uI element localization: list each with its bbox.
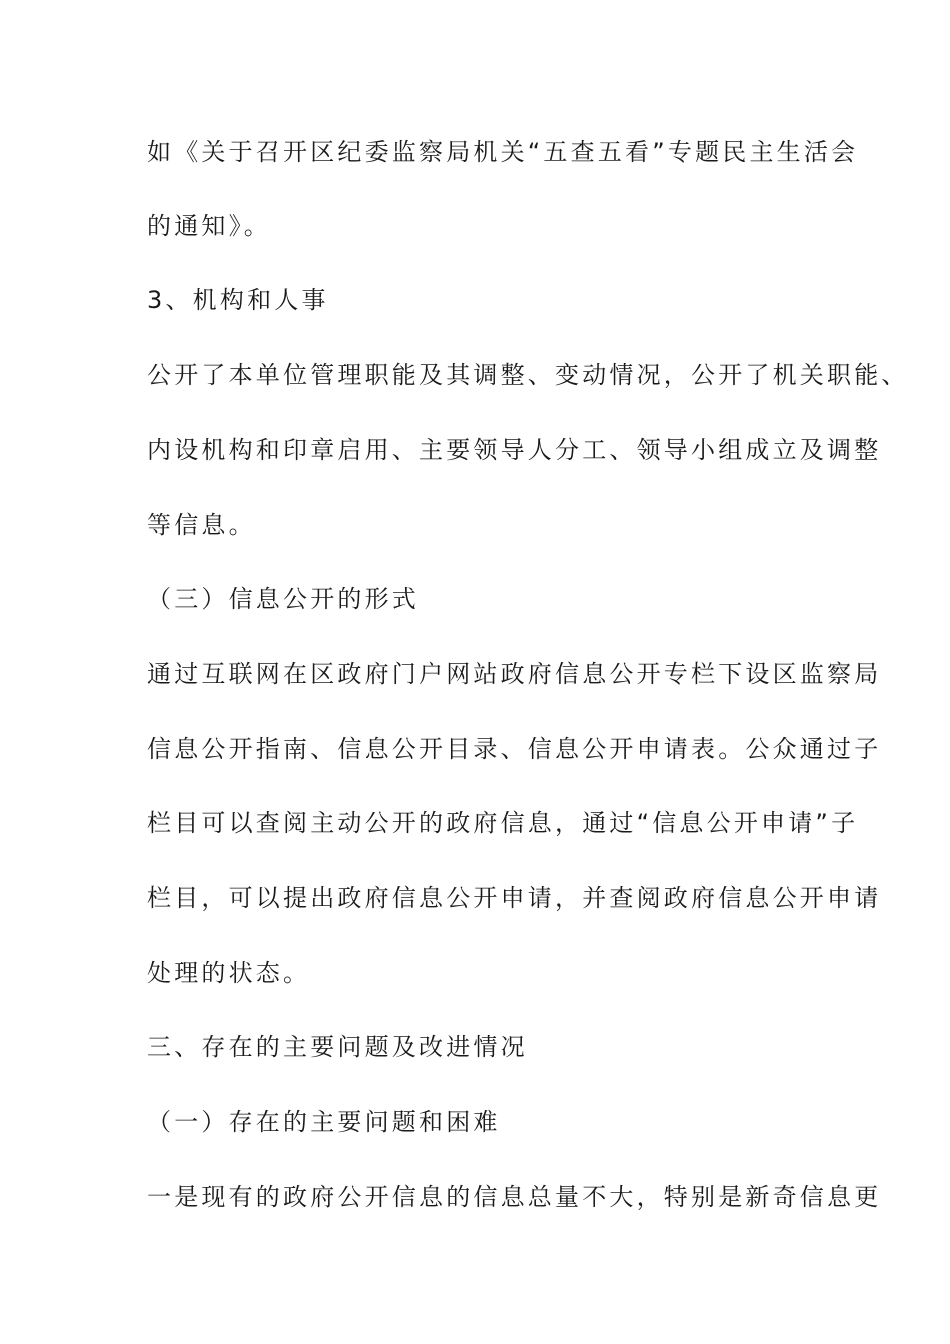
text-line: 公开了本单位管理职能及其调整、变动情况，公开了机关职能、 bbox=[147, 361, 909, 389]
text-line: 等信息。 bbox=[147, 511, 256, 539]
text-line: 栏目可以查阅主动公开的政府信息，通过“信息公开申请”子 bbox=[147, 809, 859, 837]
text-line: 一是现有的政府公开信息的信息总量不大，特别是新奇信息更 bbox=[147, 1183, 882, 1211]
section-heading: （三）信息公开的形式 bbox=[147, 585, 419, 613]
text-line: 内设机构和印章启用、主要领导人分工、领导小组成立及调整 bbox=[147, 436, 882, 464]
text-line: 如《关于召开区纪委监察局机关“五查五看”专题民主生活会 bbox=[147, 138, 859, 166]
section-heading: 三、存在的主要问题及改进情况 bbox=[147, 1033, 528, 1061]
text-line: 栏目，可以提出政府信息公开申请，并查阅政府信息公开申请 bbox=[147, 884, 882, 912]
text-line: 通过互联网在区政府门户网站政府信息公开专栏下设区监察局 bbox=[147, 660, 882, 688]
text-line: 信息公开指南、信息公开目录、信息公开申请表。公众通过子 bbox=[147, 735, 882, 763]
text-line: 处理的状态。 bbox=[147, 959, 311, 987]
text-line: 的通知》。 bbox=[147, 212, 271, 240]
section-heading: 3、机构和人事 bbox=[147, 286, 329, 314]
section-heading: （一）存在的主要问题和困难 bbox=[147, 1108, 501, 1136]
